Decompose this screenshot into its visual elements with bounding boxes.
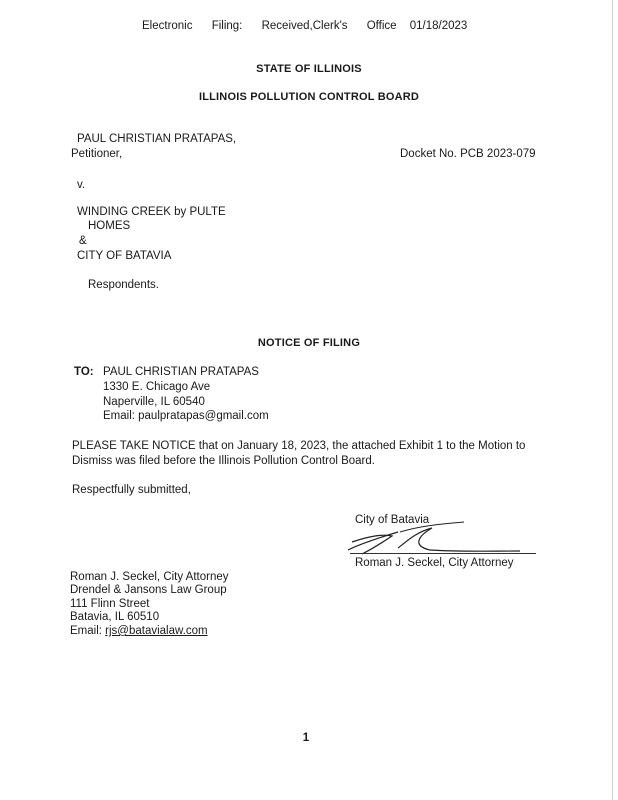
contact-street: 111 Flinn Street	[70, 598, 150, 610]
closing: Respectfully submitted,	[72, 484, 191, 496]
signature-signer: Roman J. Seckel, City Attorney	[355, 557, 514, 569]
contact-email-label: Email:	[70, 625, 106, 637]
versus: v.	[77, 179, 86, 191]
contact-email-link[interactable]: rjs@batavialaw.com	[105, 625, 208, 637]
signature-line	[350, 553, 536, 554]
filing-word: Received,Clerk's	[261, 20, 348, 32]
to-label: TO:	[74, 366, 94, 378]
respondent-line-2: HOMES	[88, 220, 131, 232]
to-name: PAUL CHRISTIAN PRATAPAS	[103, 366, 259, 378]
notice-body-line-1: PLEASE TAKE NOTICE that on January 18, 2023, the attached Exhibit 1 to the Motion to	[72, 440, 526, 452]
contact-city: Batavia, IL 60510	[70, 611, 160, 623]
filing-word: Filing:	[211, 20, 243, 32]
respondents-role: Respondents.	[88, 279, 159, 291]
contact-firm: Drendel & Jansons Law Group	[70, 584, 227, 596]
filing-word: Electronic	[142, 20, 193, 32]
respondent-line-3: CITY OF BATAVIA	[77, 250, 172, 262]
electronic-filing-stamp	[142, 20, 481, 32]
respondent-line-1: WINDING CREEK by PULTE	[77, 206, 226, 218]
to-address-2: Naperville, IL 60540	[103, 396, 205, 408]
petitioner-role: Petitioner,	[71, 148, 123, 160]
handwritten-signature	[340, 518, 540, 558]
board-heading: ILLINOIS POLLUTION CONTROL BOARD	[198, 91, 420, 103]
contact-name: Roman J. Seckel, City Attorney	[70, 571, 229, 583]
page-number: 1	[302, 732, 310, 744]
docket-number: Docket No. PCB 2023-079	[400, 148, 536, 160]
contact-email-row	[70, 625, 208, 637]
notice-body-line-2: Dismiss was filed before the Illinois Pollution Control Board.	[72, 455, 375, 467]
signature-entity: City of Batavia	[355, 514, 430, 526]
state-heading: STATE OF ILLINOIS	[256, 63, 362, 75]
petitioner-name: PAUL CHRISTIAN PRATAPAS,	[77, 133, 237, 145]
filing-date: 01/18/2023	[409, 20, 468, 32]
to-address-1: 1330 E. Chicago Ave	[103, 381, 211, 393]
respondent-ampersand: &	[79, 235, 87, 247]
page-edge-line	[612, 0, 613, 800]
to-email: Email: paulpratapas@gmail.com	[103, 410, 269, 422]
filing-word: Office	[366, 20, 397, 32]
notice-title: NOTICE OF FILING	[257, 337, 361, 349]
